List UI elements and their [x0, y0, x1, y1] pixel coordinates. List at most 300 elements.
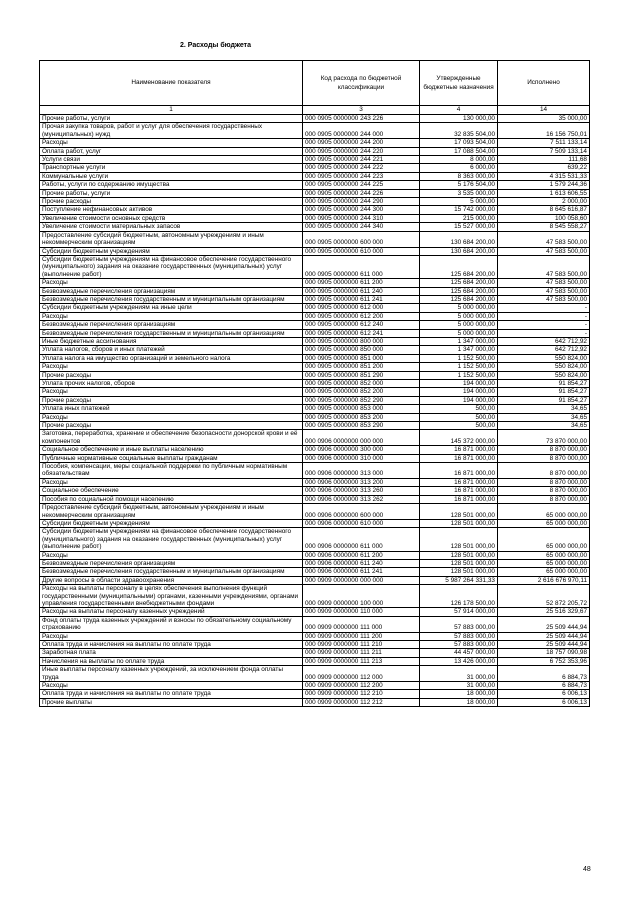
table-row	[40, 156, 590, 164]
table-row	[40, 147, 590, 155]
row-executed-cell: 4 315 531,33	[498, 172, 590, 180]
row-executed-cell: 550 824,00	[498, 354, 590, 362]
row-approved-cell: 32 835 504,00	[420, 123, 498, 139]
table-row	[40, 189, 590, 197]
table-row	[40, 504, 590, 520]
row-code-cell: 000 0905 0000000 244 220	[303, 147, 420, 155]
row-executed-cell: -	[498, 321, 590, 329]
expenditure-table	[39, 60, 590, 707]
row-executed-cell: 642 712,92	[498, 346, 590, 354]
row-code-cell: 000 0905 0000000 244 200	[303, 139, 420, 147]
row-executed-cell: 2 616 676 970,11	[498, 576, 590, 584]
row-approved-cell: 500,00	[420, 422, 498, 430]
table-row	[40, 231, 590, 247]
row-approved-cell: 31 000,00	[420, 666, 498, 682]
row-approved-cell: 145 372 000,00	[420, 430, 498, 446]
column-number: 14	[498, 106, 590, 115]
row-code-cell: 000 0905 0000000 244 000	[303, 123, 420, 139]
table-row	[40, 206, 590, 214]
row-code-cell: 000 0905 0000000 851 290	[303, 371, 420, 379]
row-code-cell: 000 0905 0000000 244 300	[303, 206, 420, 214]
row-approved-cell: 17 093 504,00	[420, 139, 498, 147]
row-name-cell: Поступление нефинансовых активов	[40, 206, 303, 214]
row-code-cell: 000 0909 0000000 111 210	[303, 641, 420, 649]
row-executed-cell: 642 712,92	[498, 337, 590, 345]
row-executed-cell: 7 511 133,14	[498, 139, 590, 147]
row-name-cell: Расходы на выплаты персоналу казенных учреждений	[40, 608, 303, 616]
row-approved-cell: 130 684 200,00	[420, 231, 498, 247]
row-approved-cell: 13 426 000,00	[420, 657, 498, 665]
table-header-row	[40, 61, 590, 106]
table-row	[40, 657, 590, 665]
table-row	[40, 380, 590, 388]
row-name-cell: Начисления на выплаты по оплате труда	[40, 657, 303, 665]
row-executed-cell: 2 000,00	[498, 198, 590, 206]
table-row	[40, 666, 590, 682]
row-name-cell: Публичные нормативные социальные выплаты гражданам	[40, 454, 303, 462]
row-name-cell: Социальное обеспечение	[40, 487, 303, 495]
row-approved-cell: 8 363 000,00	[420, 172, 498, 180]
table-row	[40, 396, 590, 404]
row-code-cell: 000 0909 0000000 000 000	[303, 576, 420, 584]
row-code-cell: 000 0906 0000000 000 000	[303, 430, 420, 446]
row-approved-cell: 1 152 500,00	[420, 371, 498, 379]
table-row	[40, 354, 590, 362]
row-executed-cell: 52 872 205,72	[498, 585, 590, 608]
section-heading: 2. Расходы бюджета	[180, 42, 251, 49]
row-executed-cell: -	[498, 329, 590, 337]
row-executed-cell: 25 509 444,94	[498, 616, 590, 632]
row-code-cell: 000 0906 0000000 611 200	[303, 551, 420, 559]
row-code-cell: 000 0909 0000000 111 000	[303, 616, 420, 632]
row-code-cell: 000 0906 0000000 313 260	[303, 487, 420, 495]
row-executed-cell: 550 824,00	[498, 363, 590, 371]
table-row	[40, 214, 590, 222]
row-executed-cell: 6 006,13	[498, 690, 590, 698]
table-row	[40, 363, 590, 371]
row-name-cell: Пособия по социальной помощи населению	[40, 495, 303, 503]
row-code-cell: 000 0905 0000000 244 310	[303, 214, 420, 222]
table-row	[40, 632, 590, 640]
row-code-cell: 000 0905 0000000 852 000	[303, 380, 420, 388]
row-executed-cell: -	[498, 312, 590, 320]
table-row	[40, 304, 590, 312]
row-code-cell: 000 0905 0000000 851 200	[303, 363, 420, 371]
row-code-cell: 000 0905 0000000 244 226	[303, 189, 420, 197]
column-number: 3	[303, 106, 420, 115]
row-approved-cell: 5 176 504,00	[420, 181, 498, 189]
row-code-cell: 000 0906 0000000 300 000	[303, 446, 420, 454]
row-executed-cell: 65 000 000,00	[498, 559, 590, 567]
table-row	[40, 329, 590, 337]
row-code-cell: 000 0909 0000000 111 213	[303, 657, 420, 665]
row-approved-cell: 1 152 500,00	[420, 363, 498, 371]
row-name-cell: Прочие расходы	[40, 422, 303, 430]
row-code-cell: 000 0909 0000000 112 200	[303, 682, 420, 690]
row-code-cell: 000 0906 0000000 310 000	[303, 454, 420, 462]
row-executed-cell: 639,22	[498, 164, 590, 172]
table-row	[40, 123, 590, 139]
row-name-cell: Безвозмездные перечисления организациям	[40, 321, 303, 329]
row-code-cell: 000 0905 0000000 850 000	[303, 346, 420, 354]
row-approved-cell: 126 178 500,00	[420, 585, 498, 608]
row-executed-cell: -	[498, 304, 590, 312]
row-executed-cell: 18 757 090,98	[498, 649, 590, 657]
row-approved-cell: 125 684 200,00	[420, 255, 498, 278]
table-row	[40, 172, 590, 180]
row-approved-cell: 194 000,00	[420, 388, 498, 396]
table-row	[40, 487, 590, 495]
row-name-cell: Уплата иных платежей	[40, 405, 303, 413]
row-executed-cell: 6 752 353,96	[498, 657, 590, 665]
row-approved-cell: 16 871 000,00	[420, 463, 498, 479]
row-name-cell: Безвозмездные перечисления государственным и муниципальным организациям	[40, 295, 303, 303]
row-code-cell: 000 0906 0000000 313 000	[303, 463, 420, 479]
row-name-cell: Безвозмездные перечисления организациям	[40, 287, 303, 295]
table-row	[40, 519, 590, 527]
row-code-cell: 000 0905 0000000 244 225	[303, 181, 420, 189]
row-name-cell: Безвозмездные перечисления организациям	[40, 559, 303, 567]
row-name-cell: Работы, услуги по содержанию имущества	[40, 181, 303, 189]
table-row	[40, 295, 590, 303]
row-code-cell: 000 0905 0000000 243 226	[303, 115, 420, 123]
column-header-code: Код расхода по бюджетной классификации	[303, 61, 420, 106]
table-row	[40, 430, 590, 446]
column-number-row	[40, 106, 590, 115]
row-name-cell: Другие вопросы в области здравоохранения	[40, 576, 303, 584]
row-name-cell: Расходы	[40, 478, 303, 486]
table-row	[40, 585, 590, 608]
row-executed-cell: 47 583 500,00	[498, 247, 590, 255]
row-code-cell: 000 0905 0000000 612 241	[303, 329, 420, 337]
row-approved-cell: 130 000,00	[420, 115, 498, 123]
row-code-cell: 000 0909 0000000 112 210	[303, 690, 420, 698]
row-executed-cell: 8 870 000,00	[498, 446, 590, 454]
row-approved-cell: 31 000,00	[420, 682, 498, 690]
row-name-cell: Прочие выплаты	[40, 698, 303, 706]
row-code-cell: 000 0905 0000000 612 240	[303, 321, 420, 329]
row-executed-cell: 35 000,00	[498, 115, 590, 123]
row-executed-cell: 47 583 500,00	[498, 231, 590, 247]
row-executed-cell: 8 870 000,00	[498, 463, 590, 479]
row-approved-cell: 57 883 000,00	[420, 616, 498, 632]
row-name-cell: Транспортные услуги	[40, 164, 303, 172]
row-name-cell: Уплата налогов, сборов и иных платежей	[40, 346, 303, 354]
row-code-cell: 000 0905 0000000 853 000	[303, 405, 420, 413]
row-name-cell: Иные выплаты персоналу казенных учреждений, за исключением фонда оплаты труда	[40, 666, 303, 682]
row-code-cell: 000 0905 0000000 611 241	[303, 295, 420, 303]
row-code-cell: 000 0905 0000000 852 290	[303, 396, 420, 404]
row-executed-cell: 65 000 000,00	[498, 551, 590, 559]
row-approved-cell: 1 347 000,00	[420, 346, 498, 354]
row-approved-cell: 15 527 000,00	[420, 223, 498, 231]
table-row	[40, 198, 590, 206]
row-approved-cell: 5 000 000,00	[420, 304, 498, 312]
row-approved-cell: 125 684 200,00	[420, 295, 498, 303]
row-executed-cell: 8 870 000,00	[498, 478, 590, 486]
row-name-cell: Расходы	[40, 388, 303, 396]
table-row	[40, 649, 590, 657]
row-name-cell: Социальное обеспечение и иные выплаты населению	[40, 446, 303, 454]
row-executed-cell: 65 000 000,00	[498, 504, 590, 520]
row-name-cell: Субсидии бюджетным учреждениям на иные цели	[40, 304, 303, 312]
table-row	[40, 388, 590, 396]
row-approved-cell: 16 871 000,00	[420, 454, 498, 462]
row-executed-cell: 91 854,27	[498, 388, 590, 396]
row-code-cell: 000 0905 0000000 853 200	[303, 413, 420, 421]
table-row	[40, 405, 590, 413]
row-name-cell: Предоставление субсидий бюджетным, автономным учреждениям и иным некоммерческим организациям	[40, 231, 303, 247]
table-row	[40, 454, 590, 462]
table-row	[40, 164, 590, 172]
row-name-cell: Безвозмездные перечисления государственным и муниципальным организациям	[40, 568, 303, 576]
column-header-approved: Утвержденные бюджетные назначения	[420, 61, 498, 106]
row-executed-cell: 111,68	[498, 156, 590, 164]
row-code-cell: 000 0905 0000000 611 200	[303, 279, 420, 287]
row-approved-cell: 5 987 264 331,33	[420, 576, 498, 584]
row-approved-cell: 125 684 200,00	[420, 279, 498, 287]
row-approved-cell: 3 535 000,00	[420, 189, 498, 197]
table-row	[40, 279, 590, 287]
row-name-cell: Предоставление субсидий бюджетным, автономным учреждениям и иным некоммерческим организациям	[40, 504, 303, 520]
table-row	[40, 255, 590, 278]
row-approved-cell: 128 501 000,00	[420, 568, 498, 576]
row-approved-cell: 44 457 000,00	[420, 649, 498, 657]
row-name-cell: Расходы	[40, 139, 303, 147]
row-executed-cell: 25 516 329,67	[498, 608, 590, 616]
row-name-cell: Прочие работы, услуги	[40, 115, 303, 123]
row-approved-cell: 5 000,00	[420, 198, 498, 206]
column-header-executed: Исполнено	[498, 61, 590, 106]
row-name-cell: Расходы	[40, 312, 303, 320]
row-executed-cell: 65 000 000,00	[498, 528, 590, 551]
table-row	[40, 559, 590, 567]
row-code-cell: 000 0905 0000000 612 200	[303, 312, 420, 320]
row-approved-cell: 16 871 000,00	[420, 487, 498, 495]
row-approved-cell: 215 000,00	[420, 214, 498, 222]
row-name-cell: Заработная плата	[40, 649, 303, 657]
row-name-cell: Увеличение стоимости материальных запасов	[40, 223, 303, 231]
row-approved-cell: 130 684 200,00	[420, 247, 498, 255]
row-approved-cell: 5 000 000,00	[420, 312, 498, 320]
row-code-cell: 000 0905 0000000 244 223	[303, 172, 420, 180]
row-code-cell: 000 0906 0000000 611 241	[303, 568, 420, 576]
row-executed-cell: 25 509 444,94	[498, 641, 590, 649]
table-row	[40, 551, 590, 559]
row-code-cell: 000 0905 0000000 244 222	[303, 164, 420, 172]
row-executed-cell: 6 884,73	[498, 666, 590, 682]
row-executed-cell: 34,65	[498, 422, 590, 430]
row-code-cell: 000 0909 0000000 110 000	[303, 608, 420, 616]
row-code-cell: 000 0906 0000000 611 240	[303, 559, 420, 567]
table-row	[40, 568, 590, 576]
row-code-cell: 000 0905 0000000 853 290	[303, 422, 420, 430]
row-executed-cell: 91 854,27	[498, 396, 590, 404]
table-row	[40, 181, 590, 189]
row-name-cell: Расходы на выплаты персоналу в целях обеспечения выполнения функций государственными (муниципальными) органами, казенными учреждениями, органами управления государственными внебюджетными фондами	[40, 585, 303, 608]
table-row	[40, 616, 590, 632]
row-code-cell: 000 0905 0000000 244 340	[303, 223, 420, 231]
row-approved-cell: 194 000,00	[420, 396, 498, 404]
row-executed-cell: 8 545 558,27	[498, 223, 590, 231]
row-executed-cell: 6 006,13	[498, 698, 590, 706]
row-approved-cell: 128 501 000,00	[420, 559, 498, 567]
table-row	[40, 413, 590, 421]
row-name-cell: Оплата работ, услуг	[40, 147, 303, 155]
table-row	[40, 463, 590, 479]
row-name-cell: Субсидии бюджетным учреждениям на финансовое обеспечение государственного (муниципального) задания на оказание государственных (муниципальных) услуг (выполнение работ)	[40, 255, 303, 278]
row-name-cell: Оплата труда и начисления на выплаты по оплате труда	[40, 690, 303, 698]
row-code-cell: 000 0905 0000000 851 000	[303, 354, 420, 362]
row-approved-cell: 128 501 000,00	[420, 504, 498, 520]
row-code-cell: 000 0909 0000000 111 211	[303, 649, 420, 657]
row-name-cell: Расходы	[40, 279, 303, 287]
row-name-cell: Коммунальные услуги	[40, 172, 303, 180]
row-code-cell: 000 0905 0000000 610 000	[303, 247, 420, 255]
row-approved-cell: 194 000,00	[420, 380, 498, 388]
row-code-cell: 000 0906 0000000 313 200	[303, 478, 420, 486]
row-executed-cell: 16 156 750,01	[498, 123, 590, 139]
row-approved-cell: 16 871 000,00	[420, 446, 498, 454]
row-executed-cell: 73 870 000,00	[498, 430, 590, 446]
table-row	[40, 682, 590, 690]
row-approved-cell: 5 000 000,00	[420, 329, 498, 337]
row-approved-cell: 1 152 500,00	[420, 354, 498, 362]
row-code-cell: 000 0905 0000000 244 290	[303, 198, 420, 206]
row-code-cell: 000 0905 0000000 852 200	[303, 388, 420, 396]
row-approved-cell: 5 000 000,00	[420, 321, 498, 329]
row-approved-cell: 16 871 000,00	[420, 495, 498, 503]
table-row	[40, 422, 590, 430]
table-row	[40, 312, 590, 320]
row-name-cell: Пособия, компенсации, меры социальной поддержки по публичным нормативным обязательствам	[40, 463, 303, 479]
row-code-cell: 000 0905 0000000 800 000	[303, 337, 420, 345]
row-name-cell: Иные бюджетные ассигнования	[40, 337, 303, 345]
row-approved-cell: 6 000,00	[420, 164, 498, 172]
table-row	[40, 115, 590, 123]
row-code-cell: 000 0905 0000000 244 221	[303, 156, 420, 164]
column-number: 4	[420, 106, 498, 115]
row-executed-cell: 47 583 500,00	[498, 279, 590, 287]
row-code-cell: 000 0909 0000000 112 212	[303, 698, 420, 706]
row-approved-cell: 500,00	[420, 413, 498, 421]
table-row	[40, 287, 590, 295]
row-executed-cell: 34,65	[498, 405, 590, 413]
page-number: 48	[583, 866, 591, 873]
row-approved-cell: 8 000,00	[420, 156, 498, 164]
row-name-cell: Уплата налога на имущество организаций и земельного налога	[40, 354, 303, 362]
row-name-cell: Расходы	[40, 413, 303, 421]
row-name-cell: Услуги связи	[40, 156, 303, 164]
row-approved-cell: 125 684 200,00	[420, 287, 498, 295]
row-approved-cell: 128 501 000,00	[420, 528, 498, 551]
row-executed-cell: 25 509 444,94	[498, 632, 590, 640]
row-code-cell: 000 0905 0000000 600 000	[303, 231, 420, 247]
row-approved-cell: 15 742 000,00	[420, 206, 498, 214]
row-name-cell: Безвозмездные перечисления государственным и муниципальным организациям	[40, 329, 303, 337]
row-executed-cell: 8 645 616,87	[498, 206, 590, 214]
row-code-cell: 000 0909 0000000 100 000	[303, 585, 420, 608]
column-number: 1	[40, 106, 303, 115]
row-name-cell: Увеличение стоимости основных средств	[40, 214, 303, 222]
row-executed-cell: 47 583 500,00	[498, 255, 590, 278]
table-row	[40, 495, 590, 503]
row-executed-cell: 550 824,00	[498, 371, 590, 379]
table-row	[40, 528, 590, 551]
row-name-cell: Расходы	[40, 363, 303, 371]
row-approved-cell: 17 088 504,00	[420, 147, 498, 155]
row-executed-cell: 6 884,73	[498, 682, 590, 690]
row-code-cell: 000 0905 0000000 611 000	[303, 255, 420, 278]
row-name-cell: Заготовка, переработка, хранение и обеспечение безопасности донорской крови и её компонентов	[40, 430, 303, 446]
row-executed-cell: 100 058,60	[498, 214, 590, 222]
row-code-cell: 000 0906 0000000 611 000	[303, 528, 420, 551]
row-executed-cell: 47 583 500,00	[498, 287, 590, 295]
table-row	[40, 478, 590, 486]
row-approved-cell: 500,00	[420, 405, 498, 413]
row-executed-cell: 65 000 000,00	[498, 519, 590, 527]
row-executed-cell: 7 509 133,14	[498, 147, 590, 155]
row-name-cell: Расходы	[40, 632, 303, 640]
row-name-cell: Субсидии бюджетным учреждениям	[40, 519, 303, 527]
table-row	[40, 139, 590, 147]
row-code-cell: 000 0906 0000000 610 000	[303, 519, 420, 527]
row-executed-cell: 65 000 000,00	[498, 568, 590, 576]
row-approved-cell: 57 883 000,00	[420, 632, 498, 640]
row-executed-cell: 1 613 606,55	[498, 189, 590, 197]
table-row	[40, 608, 590, 616]
row-name-cell: Расходы	[40, 551, 303, 559]
table-row	[40, 346, 590, 354]
table-row	[40, 641, 590, 649]
row-name-cell: Прочие расходы	[40, 396, 303, 404]
row-name-cell: Прочие расходы	[40, 198, 303, 206]
table-row	[40, 223, 590, 231]
table-row	[40, 337, 590, 345]
row-name-cell: Оплата труда и начисления на выплаты по оплате труда	[40, 641, 303, 649]
row-code-cell: 000 0905 0000000 612 000	[303, 304, 420, 312]
row-approved-cell: 18 000,00	[420, 698, 498, 706]
table-row	[40, 371, 590, 379]
row-approved-cell: 128 501 000,00	[420, 519, 498, 527]
column-header-name: Наименование показателя	[40, 61, 303, 106]
row-executed-cell: 47 583 500,00	[498, 295, 590, 303]
row-executed-cell: 91 854,27	[498, 380, 590, 388]
row-code-cell: 000 0909 0000000 112 000	[303, 666, 420, 682]
row-name-cell: Субсидии бюджетным учреждениям на финансовое обеспечение государственного (муниципального) задания на оказание государственных (муниципальных) услуг (выполнение работ)	[40, 528, 303, 551]
row-approved-cell: 1 347 000,00	[420, 337, 498, 345]
row-name-cell: Фонд оплаты труда казенных учреждений и взносы по обязательному социальному страхованию	[40, 616, 303, 632]
row-approved-cell: 57 914 000,00	[420, 608, 498, 616]
row-name-cell: Прочие расходы	[40, 371, 303, 379]
row-name-cell: Расходы	[40, 682, 303, 690]
table-row	[40, 690, 590, 698]
row-name-cell: Прочие работы, услуги	[40, 189, 303, 197]
table-row	[40, 247, 590, 255]
table-row	[40, 321, 590, 329]
table-row	[40, 576, 590, 584]
row-approved-cell: 18 000,00	[420, 690, 498, 698]
row-executed-cell: 8 870 000,00	[498, 495, 590, 503]
row-executed-cell: 8 870 000,00	[498, 454, 590, 462]
row-approved-cell: 16 871 000,00	[420, 478, 498, 486]
row-executed-cell: 1 579 244,36	[498, 181, 590, 189]
row-executed-cell: 34,65	[498, 413, 590, 421]
row-code-cell: 000 0906 0000000 600 000	[303, 504, 420, 520]
table-row	[40, 698, 590, 706]
table-row	[40, 446, 590, 454]
row-executed-cell: 8 870 000,00	[498, 487, 590, 495]
